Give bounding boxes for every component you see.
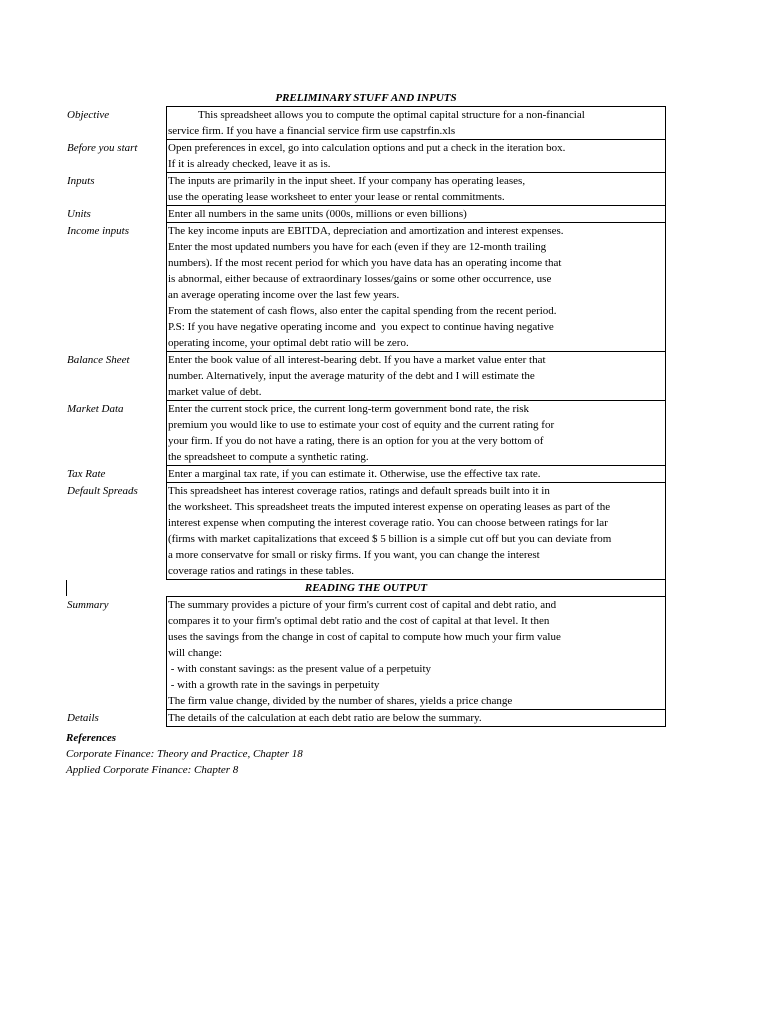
description-line: Enter the most updated numbers you have for each (even if they are 12-month trailing — [168, 241, 547, 253]
spreadsheet-page — [66, 90, 666, 727]
row-label: Before you start — [67, 141, 138, 154]
description-line: The key income inputs are EBITDA, depreciation and amortization and interest expenses. — [168, 225, 564, 237]
description-line: uses the savings from the change in cost of capital to compute how much your firm value — [168, 631, 561, 643]
description-line: From the statement of cash flows, also enter the capital spending from the recent period. — [168, 305, 557, 317]
row-label: Default Spreads — [67, 484, 138, 497]
table-row — [66, 710, 666, 727]
row-label: Market Data — [67, 402, 124, 415]
description-line: The summary provides a picture of your firm's current cost of capital and debt ratio, and — [168, 599, 557, 611]
row-description — [167, 710, 666, 727]
description-line: P.S: If you have negative operating income and you expect to continue having negative — [168, 321, 554, 333]
description-line: The firm value change, divided by the number of shares, yields a price change — [168, 695, 513, 707]
description-line: the spreadsheet to compute a synthetic rating. — [168, 451, 369, 463]
description-line: numbers). If the most recent period for which you have data has an operating income that — [168, 257, 562, 269]
section-title-preliminary: PRELIMINARY STUFF AND INPUTS — [275, 92, 457, 104]
description-line: Open preferences in excel, go into calculation options and put a check in the iteration box. — [168, 142, 566, 154]
row-description — [167, 401, 666, 466]
row-label: Summary — [67, 598, 109, 611]
description-line: (firms with market capitalizations that exceed $ 5 billion is a simple cut off but you can deviate from — [168, 533, 612, 545]
description-line: This spreadsheet allows you to compute the optimal capital structure for a non-financial — [168, 109, 585, 121]
row-label: Inputs — [67, 174, 95, 187]
table-row — [66, 173, 666, 206]
table-row — [66, 206, 666, 223]
row-label: Units — [67, 207, 91, 220]
row-description — [167, 223, 666, 352]
table-row — [66, 483, 666, 580]
references-block — [66, 730, 303, 778]
description-line: coverage ratios and ratings in these tables. — [168, 565, 355, 577]
description-line: The details of the calculation at each debt ratio are below the summary. — [168, 712, 482, 724]
row-description — [167, 352, 666, 401]
description-line: Enter the book value of all interest-bearing debt. If you have a market value enter that — [168, 354, 546, 366]
description-line: interest expense when computing the interest coverage ratio. You can choose between ratings for lar — [168, 517, 608, 529]
description-line: an average operating income over the last few years. — [168, 289, 400, 301]
table-row — [66, 223, 666, 352]
description-line: This spreadsheet has interest coverage ratios, ratings and default spreads built into it in — [168, 485, 550, 497]
description-line: market value of debt. — [168, 386, 262, 398]
table-row — [66, 597, 666, 710]
table-row — [66, 140, 666, 173]
row-label: Tax Rate — [67, 467, 106, 480]
description-line: If it is already checked, leave it as is. — [168, 158, 331, 170]
description-line: compares it to your firm's optimal debt ratio and the cost of capital at that level. It then — [168, 615, 550, 627]
description-line: use the operating lease worksheet to enter your lease or rental commitments. — [168, 191, 505, 203]
description-line: - with a growth rate in the savings in perpetuity — [168, 679, 380, 691]
row-description — [167, 140, 666, 173]
row-description — [167, 107, 666, 140]
description-line: will change: — [168, 647, 223, 659]
description-line: the worksheet. This spreadsheet treats the imputed interest expense on operating leases as part of the — [168, 501, 611, 513]
row-description — [167, 597, 666, 710]
description-line: Enter the current stock price, the current long-term government bond rate, the risk — [168, 403, 530, 415]
description-line: - with constant savings: as the present value of a perpetuity — [168, 663, 432, 675]
description-line: operating income, your optimal debt ratio will be zero. — [168, 337, 409, 349]
description-line: Enter a marginal tax rate, if you can estimate it. Otherwise, use the effective tax rate. — [168, 468, 541, 480]
row-label: Details — [67, 711, 99, 724]
description-line: Enter all numbers in the same units (000s, millions or even billions) — [168, 208, 467, 220]
description-line: your firm. If you do not have a rating, there is an option for you at the very bottom of — [168, 435, 544, 447]
table-row — [66, 401, 666, 466]
row-description — [167, 466, 666, 483]
output-table — [66, 596, 666, 727]
row-description — [167, 206, 666, 223]
reference-item: Corporate Finance: Theory and Practice, Chapter 18 — [66, 748, 303, 760]
row-description — [167, 483, 666, 580]
preliminary-table — [66, 106, 666, 580]
section-title-reading-output: READING THE OUTPUT — [66, 580, 666, 596]
description-line: The inputs are primarily in the input sheet. If your company has operating leases, — [168, 175, 526, 187]
table-row — [66, 466, 666, 483]
description-line: service firm. If you have a financial service firm use capstrfin.xls — [168, 125, 456, 137]
table-row — [66, 352, 666, 401]
reference-item: Applied Corporate Finance: Chapter 8 — [66, 764, 239, 776]
row-label: Balance Sheet — [67, 353, 130, 366]
description-line: premium you would like to use to estimate your cost of equity and the current rating for — [168, 419, 555, 431]
description-line: is abnormal, either because of extraordinary losses/gains or some other occurrence, use — [168, 273, 552, 285]
description-line: number. Alternatively, input the average maturity of the debt and I will estimate the — [168, 370, 535, 382]
references-heading: References — [66, 732, 117, 744]
row-label: Income inputs — [67, 224, 130, 237]
row-description — [167, 173, 666, 206]
row-label: Objective — [67, 108, 110, 121]
description-line: a more conservatve for small or risky firms. If you want, you can change the interest — [168, 549, 540, 561]
table-row — [66, 107, 666, 140]
